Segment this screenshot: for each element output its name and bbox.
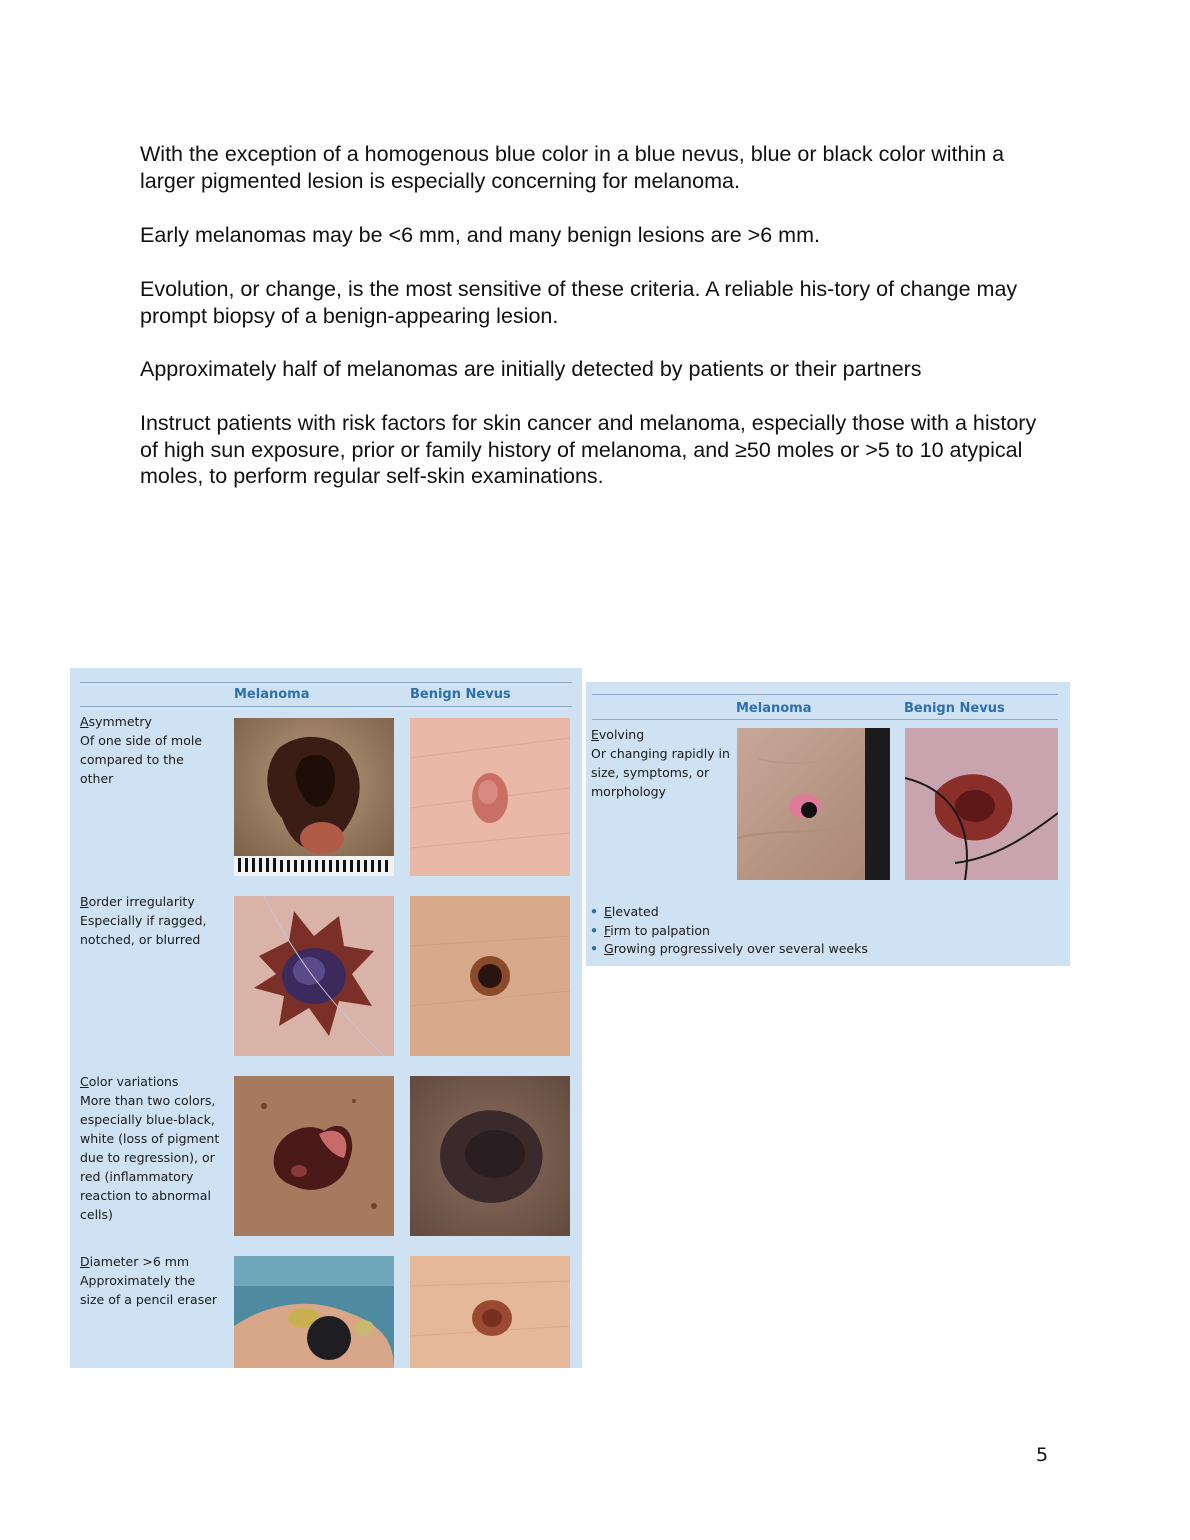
photo-melanoma-asymmetry xyxy=(234,718,394,876)
list-item xyxy=(590,940,868,959)
criterion-desc-line: other xyxy=(80,771,114,786)
criterion-color-variations xyxy=(80,1072,230,1224)
header-rule-bottom xyxy=(592,719,1058,720)
column-header-melanoma: Melanoma xyxy=(234,687,310,702)
criterion-desc-line: size of a pencil eraser xyxy=(80,1292,218,1307)
bullet-initial: G xyxy=(604,941,614,956)
paragraph-evolution: Evolution, or change, is the most sensitive of these criteria. A reliable his-tory of change may prompt biopsy of a benign-appearing lesion. xyxy=(140,277,1018,328)
criterion-desc-line: due to regression), or xyxy=(80,1150,215,1165)
photo-benign-color xyxy=(410,1076,570,1236)
bullet-text: levated xyxy=(611,904,659,919)
criterion-initial: B xyxy=(80,894,89,909)
criterion-asymmetry xyxy=(80,712,230,788)
criterion-desc-line: reaction to abnormal xyxy=(80,1188,211,1203)
paragraph-detection: Approximately half of melanomas are initially detected by patients or their partners xyxy=(140,357,922,381)
criterion-desc-line: Of one side of mole xyxy=(80,733,203,748)
criterion-desc-line: red (inflammatory xyxy=(80,1169,194,1184)
figure-abcd-panel xyxy=(70,668,582,1368)
criterion-desc-line: Approximately the xyxy=(80,1273,196,1288)
criterion-desc-line: More than two colors, xyxy=(80,1093,216,1108)
bullet-initial: E xyxy=(604,904,612,919)
criterion-evolving xyxy=(591,725,736,801)
criterion-initial: D xyxy=(80,1254,90,1269)
criterion-title: symmetry xyxy=(88,714,152,729)
criterion-desc-line: especially blue-black, xyxy=(80,1112,215,1127)
criterion-title: order irregularity xyxy=(88,894,195,909)
criterion-initial: A xyxy=(80,714,89,729)
list-item xyxy=(590,903,868,922)
bullet-text: irm to palpation xyxy=(610,922,710,938)
list-item xyxy=(590,922,868,941)
header-rule-bottom xyxy=(80,706,572,707)
evolving-bullet-list xyxy=(590,903,868,959)
criterion-desc-line: size, symptoms, or xyxy=(591,765,710,780)
header-rule-top xyxy=(592,694,1058,695)
photo-benign-border xyxy=(410,896,570,1056)
bullet-initial: F xyxy=(604,922,611,938)
criterion-initial: C xyxy=(80,1074,89,1089)
column-header-benign-nevus: Benign Nevus xyxy=(904,701,1005,716)
paragraph-diameter: Early melanomas may be <6 mm, and many benign lesions are >6 mm. xyxy=(140,223,820,247)
figure-evolving-panel xyxy=(586,682,1070,966)
paragraph-self-exam: Instruct patients with risk factors for skin cancer and melanoma, especially those with a history of high sun exposure, prior or family history of melanoma, and ≥50 moles or >5 to 10 atypical moles, to perform regular self-skin examinations. xyxy=(140,411,1037,488)
header-rule-top xyxy=(80,682,572,683)
photo-benign-evolving xyxy=(905,728,1058,880)
criterion-desc-line: compared to the xyxy=(80,752,184,767)
criterion-desc-line: white (loss of pigment xyxy=(80,1131,220,1146)
criterion-desc-line: Or changing rapidly in xyxy=(591,746,730,761)
criterion-initial: E xyxy=(591,727,599,742)
photo-benign-asymmetry xyxy=(410,718,570,876)
photo-melanoma-border xyxy=(234,896,394,1056)
column-header-melanoma: Melanoma xyxy=(736,701,812,716)
criterion-desc-line: cells) xyxy=(80,1207,113,1222)
photo-melanoma-evolving xyxy=(737,728,890,880)
criterion-title: iameter >6 mm xyxy=(89,1254,190,1269)
criterion-diameter xyxy=(80,1252,230,1309)
criterion-title: olor variations xyxy=(88,1074,179,1089)
bullet-text: rowing progressively over several weeks xyxy=(613,941,868,956)
criterion-title: volving xyxy=(598,727,645,742)
criterion-border-irregularity xyxy=(80,892,230,949)
criterion-desc-line: morphology xyxy=(591,784,666,799)
criterion-desc-line: Especially if ragged, xyxy=(80,913,207,928)
column-header-benign-nevus: Benign Nevus xyxy=(410,687,511,702)
photo-benign-diameter xyxy=(410,1256,570,1368)
paragraph-blue-color: With the exception of a homogenous blue color in a blue nevus, blue or black color within a larger pigmented lesion is especially concerning for melanoma. xyxy=(140,142,1005,193)
photo-melanoma-diameter xyxy=(234,1256,394,1368)
criterion-desc-line: notched, or blurred xyxy=(80,932,201,947)
page-number: 5 xyxy=(1036,1444,1049,1466)
photo-melanoma-color xyxy=(234,1076,394,1236)
